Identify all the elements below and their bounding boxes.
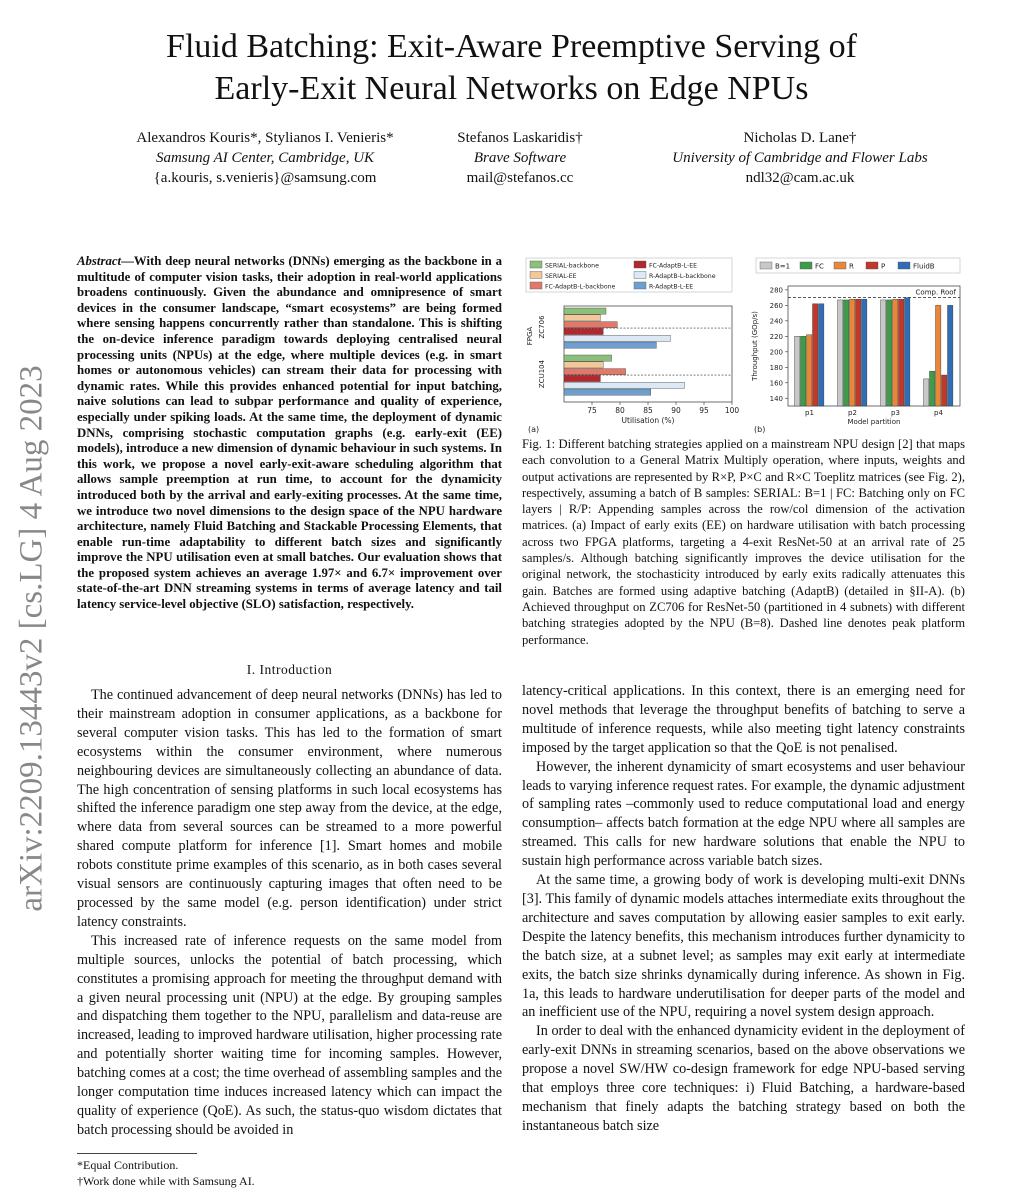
y-tick-label: 220 (769, 332, 783, 341)
bar (564, 322, 617, 328)
bar (564, 369, 626, 375)
bar (948, 305, 953, 406)
x-axis-label: Model partition (847, 418, 901, 426)
bar (850, 299, 855, 406)
x-tick-label: p1 (805, 409, 814, 417)
bar (564, 382, 684, 388)
y-axis-label: Throughput (GOp/s) (751, 311, 759, 381)
bar (844, 300, 849, 406)
left-column-body (77, 686, 502, 1140)
bar (881, 300, 886, 406)
bar (942, 375, 947, 406)
legend-label: B=1 (775, 262, 791, 271)
x-tick-label: 75 (587, 406, 597, 415)
bar (893, 299, 898, 406)
legend-swatch (530, 272, 542, 279)
right-column-body (522, 682, 965, 1136)
legend-swatch (530, 261, 542, 268)
footnotes (77, 1157, 502, 1189)
y-tick-label: 280 (769, 286, 783, 295)
paragraph: However, the inherent dynamicity of smart ecosystems and user behaviour leads to varying inference request rates. For example, the dynamic adjustment of sampling rates –commonly used to reduce computational load and energy consumption– affects batch formation at the edge NPU where all samples are streamed. This calls for new hardware solutions that enable the NPU to sustain high performance across variable batch sizes. (522, 758, 965, 870)
reference-line-label: Comp. Roof (915, 288, 956, 297)
author-email: {a.kouris, s.venieris}@samsung.com (153, 170, 377, 186)
bar (795, 336, 800, 406)
paragraph: At the same time, a growing body of work is developing multi-exit DNNs [3]. This family of dynamic models attaches intermediate exits throughout the architecture and saves computation by allowing easier samples to exit early. Despite the latency benefits, this mechanism introduces further dynamicity to the batch size, at a subnet level; as samples may exit early at intermediate exits, the batch size shrinks dynamically during inference. As shown in Fig. 1a, this leads to hardware underutilisation for deeper parts of the model and an inefficient use of the NPU, requiring a novel system design approach. (522, 872, 965, 1021)
x-tick-label: p3 (891, 409, 900, 417)
legend-label: SERIAL-backbone (545, 262, 599, 270)
legend-label: R-AdaptB-L-backbone (649, 273, 716, 280)
author-block-3 (635, 128, 965, 188)
bar (564, 375, 600, 381)
abstract-label: Abstract (77, 254, 122, 268)
bar (564, 342, 656, 348)
bar (564, 362, 603, 368)
bar (930, 371, 935, 406)
bar (862, 299, 867, 406)
author-affiliation: Brave Software (473, 150, 567, 166)
x-tick-label: 80 (615, 406, 625, 415)
y-tick-label: 200 (769, 348, 783, 357)
legend-swatch (634, 272, 646, 279)
legend-label: P (881, 262, 886, 271)
bar (564, 315, 600, 321)
bar (838, 300, 843, 406)
bar (924, 379, 929, 406)
legend-label: SERIAL-EE (545, 273, 577, 280)
paper-title (0, 26, 1023, 110)
bar (564, 328, 603, 334)
bar (807, 335, 812, 406)
figure-caption: Fig. 1: Different batching strategies applied on a mainstream NPU design [2] that maps each convolution to a General Matrix Multiply operation, where inputs, weights and output activations are represented by R×P, P×C and R×C Toeplitz matrices (see Fig. 2), respectively, assuming a batch of B samples: SERIAL: B=1 | FC: Batching only on FC layers | R/P: Appending samples across the row/col dimension of the activation matrices. (a) Impact of early exits (EE) on hardware utilisation with batch processing across two FPGA platforms, targeting a 4-exit ResNet-50 at an arrival rate of 25 samples/s. Although batching significantly improves the device utilisation for the original network, the stochasticity introduced by early exits radically attenuates this gain. Batches are formed using adaptive batching (AdaptB) (detailed in §II-A). (b) Achieved throughput on ZC706 for ResNet-50 (partitioned in 4 subnets) with different batching strategies adopted by the NPU (B=8). Dashed line denotes peak platform performance. (522, 437, 965, 647)
author-affiliation: Samsung AI Center, Cambridge, UK (155, 150, 375, 166)
title-line-1: Fluid Batching: Exit-Aware Preemptive Serving of (166, 28, 857, 65)
author-affiliation: University of Cambridge and Flower Labs (672, 150, 928, 166)
bar (813, 304, 818, 406)
y-tick-label: 260 (769, 301, 783, 310)
x-tick-label: 95 (699, 406, 709, 415)
abstract-text: —With deep neural networks (DNNs) emerging as the backbone in a multitude of computer vision tasks, their adoption in real-world applications broadens continuously. Given the abundance and omnipresence of smart devices in the consumer landscape, “smart ecosystems” are being formed where sensing happens concurrently rather than standalone. This is shifting the on-device inference paradigm towards deploying centralised neural processing units (NPUs) at the edge, where multiple devices (e.g. in smart homes or autonomous vehicles) can stream their data for processing with dynamic rates. While this provides enhanced potential for input batching, naive solutions can lead to subpar performance and quality of experience, especially under spiking loads. At the same time, the deployment of dynamic DNNs, comprising stochastic computation graphs (e.g. early-exit (EE) models), introduce a new dimension of dynamic behaviour in such systems. In this work, we propose a novel early-exit-aware scheduling algorithm that allows sample preemption at run time, to account for the dynamicity introduced both by the arrival and early-exiting processes. At the same time, we introduce two novel dimensions to the design space of the NPU hardware architecture, namely Fluid Batching and Stackable Processing Elements, that enable run-time adaptability to different batch sizes and significantly improve the NPU utilisation even at small batches. Our evaluation shows that the proposed system achieves an average 1.97× and 6.7× improvement over state-of-the-art DNN streaming systems in terms of average latency and tail latency service-level objective (SLO) satisfaction, respectively. (77, 254, 502, 612)
footnote-rule (77, 1153, 197, 1154)
bar (564, 355, 612, 361)
abstract (77, 254, 502, 613)
author-block-1 (100, 128, 430, 188)
panel-label: (a) (528, 425, 540, 434)
legend-swatch (834, 262, 846, 269)
y-axis-label: FPGA (526, 326, 534, 346)
legend-swatch (866, 262, 878, 269)
x-tick-label: 85 (643, 406, 653, 415)
legend-swatch (530, 282, 542, 289)
bar (801, 336, 806, 406)
legend-label: R-AdaptB-L-EE (649, 283, 694, 291)
bar (887, 300, 892, 406)
arxiv-stamp (2, 320, 62, 960)
x-tick-label: 90 (671, 406, 681, 415)
y-tick-label: 240 (769, 317, 783, 326)
figure-1b-chart (748, 256, 968, 434)
y-tick-label: 140 (769, 394, 783, 403)
legend-label: FC-AdaptB-L-EE (649, 262, 698, 270)
group-label: ZCU104 (538, 359, 546, 389)
legend-swatch (800, 262, 812, 269)
legend-label: FluidB (913, 262, 935, 271)
legend-swatch (760, 262, 772, 269)
bar (905, 298, 910, 406)
bar (899, 299, 904, 406)
x-axis-label: Utilisation (%) (621, 416, 675, 425)
panel-label: (b) (754, 425, 766, 434)
y-tick-label: 160 (769, 379, 783, 388)
author-block-2 (430, 128, 610, 188)
x-tick-label: p2 (848, 409, 857, 417)
paragraph: The continued advancement of deep neural networks (DNNs) has led to their mainstream adoption in consumer applications, as a backbone for several computer vision tasks. This has led to the formation of smart ecosystems within the consumer environment, where numerous neighbouring devices are simultaneously collecting an abundance of data. The high concentration of sensing platforms in such local ecosystems has shifted the inference paradigm one step away from the device, at the edge, where data from several sources can be streamed to a more powerful shared compute platform for inference [1]. Smart homes and mobile robots constitute prime examples of this scenario, as in both cases several visual sensors are continuously capturing images that often need to be processed by the same model (e.g. person identification) under strict latency constraints. (77, 687, 502, 930)
title-line-2: Early-Exit Neural Networks on Edge NPUs (214, 70, 809, 107)
legend-label: R (849, 262, 854, 271)
footnote: †Work done while with Samsung AI. (77, 1174, 255, 1188)
author-email: mail@stefanos.cc (466, 170, 574, 186)
legend-swatch (634, 261, 646, 268)
author-names: Nicholas D. Lane† (743, 130, 857, 146)
bar (564, 308, 606, 314)
bar (856, 299, 861, 406)
legend-swatch (898, 262, 910, 269)
figure-1a-chart (520, 256, 742, 434)
author-names: Stefanos Laskaridis† (457, 130, 583, 146)
legend-label: FC-AdaptB-L-backbone (545, 283, 616, 291)
author-names: Alexandros Kouris*, Stylianos I. Venieris* (136, 130, 394, 146)
bar (564, 335, 670, 341)
footnote: *Equal Contribution. (77, 1158, 179, 1172)
group-label: ZC706 (538, 315, 546, 339)
y-tick-label: 180 (769, 363, 783, 372)
x-tick-label: 100 (724, 406, 740, 415)
bar (936, 305, 941, 406)
arxiv-stamp-text: arXiv:2209.13443v2 [cs.LG] 4 Aug 2023 (13, 365, 50, 912)
bar (564, 389, 651, 395)
legend-label: FC (815, 262, 824, 271)
section-heading: I. Introduction (246, 662, 333, 677)
bar (819, 304, 824, 406)
author-email: ndl32@cam.ac.uk (745, 170, 855, 186)
paragraph: This increased rate of inference requests on the same model from multiple sources, unlocks the potential of batch processing, which constitutes a promising approach for meeting the throughput demand with a given neural processing unit (NPU) at the edge. By grouping samples and dispatching them together to the NPU, parallelism and data-reuse are increased, leading to improved hardware utilisation, higher processing rate and potentially shorter waiting time for incoming samples. However, batching comes at a cost; the time overhead of assembling samples and the longer computation time induces increased latency which can impact the quality of experience (QoE). As such, the status-quo wisdom dictates that batch processing should be avoided in (77, 932, 502, 1138)
x-tick-label: p4 (934, 409, 943, 417)
paragraph: latency-critical applications. In this context, there is an emerging need for novel methods that leverage the throughput benefits of batching to serve a multitude of inference requests, while also meeting tight latency constraints imposed by the target application so that the QoE is not penalised. (522, 683, 965, 756)
paragraph: In order to deal with the enhanced dynamicity evident in the deployment of early-exit DNNs in streaming scenarios, based on the above observations we propose a novel SW/HW co-design framework for edge NPU-based serving that employs three core techniques: i) Fluid Batching, a hardware-based mechanism that finely adapts the batching strategy based on both the instantaneous batch size (522, 1023, 965, 1134)
legend-swatch (634, 282, 646, 289)
